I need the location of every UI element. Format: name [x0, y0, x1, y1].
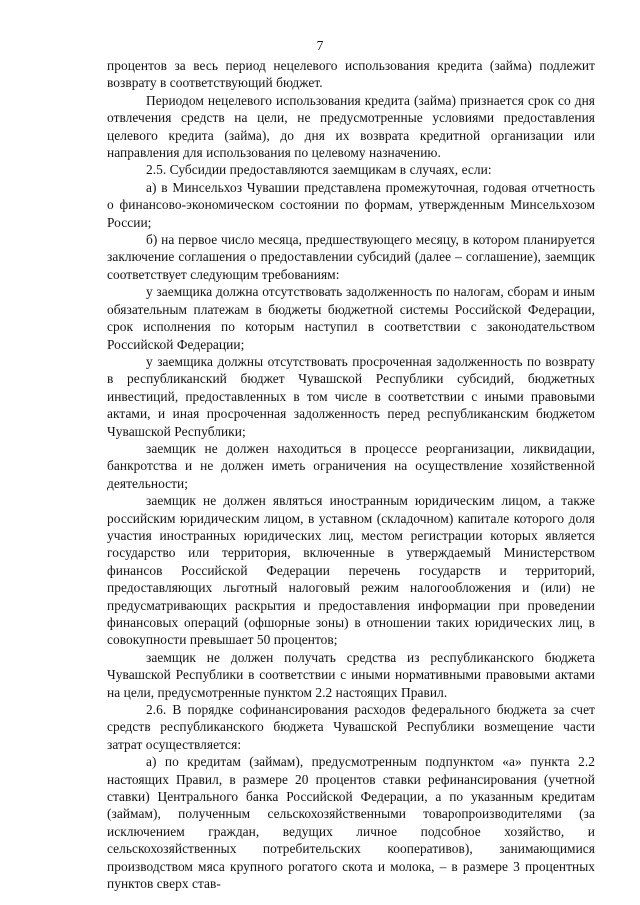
paragraph-foreign-entity: заемщик не должен являться иностранным юридическим лицом, а также российским юридическим лицом, в уставном (складочном) капитале которого доля участия иностранных юридических лиц, местом регистрации которых является государство или территория, включенные в утверждаемый Министерством финансов Российской Федерации перечень государств и территорий, предоставляющих льготный налоговый режим налогообложения и (или) не предусматривающих раскрытия и предоставления информации при проведении финансовых операций (офшорные зоны) в отношении таких юридических лиц, в совокупности превышает 50 процентов; [107, 493, 595, 648]
paragraph-2-6: 2.6. В порядке софинансирования расходов федерального бюджета за счет средств республиканского бюджета Чувашской Республики возмещение части затрат осуществляется: [107, 702, 595, 752]
paragraph-other-funds: заемщик не должен получать средства из республиканского бюджета Чувашской Республики в соответствии с иными нормативными правовыми актами на цели, предусмотренные пунктом 2.2 настоящих Правил. [107, 649, 595, 700]
paragraph-2-5: 2.5. Субсидии предоставляются заемщикам в случаях, если: [146, 162, 492, 178]
page-number: 7 [316, 38, 324, 53]
body-text [107, 57, 595, 893]
paragraph-2-5-a: а) в Минсельхоз Чувашии представлена промежуточная, годовая отчетность о финансово-экономическом состоянии по формам, утвержденным Минсельхозом России; [107, 179, 595, 230]
paragraph-2-5-b: б) на первое число месяца, предшествующего месяцу, в котором планируется заключение соглашения о предоставлении субсидий (далее – соглашение), заемщик соответствует следующим требованиям: [107, 232, 595, 282]
paragraph-overdue-debt: у заемщика должны отсутствовать просроченная задолженность по возврату в республиканский бюджет Чувашской Республики субсидий, бюджетных инвестиций, предоставленных в том числе в соответствии с иными правовыми актами, и иная просроченная задолженность перед республиканским бюджетом Чувашской Республики; [107, 353, 595, 439]
paragraph-tax-debt: у заемщика должна отсутствовать задолженность по налогам, сборам и иным обязательным платежам в бюджеты бюджетной системы Российской Федерации, срок исполнения по которым наступил в соответствии с законодательством Российской Федерации; [107, 284, 595, 352]
paragraph-2-6-a: а) по кредитам (займам), предусмотренным подпунктом «а» пункта 2.2 настоящих Правил, в размере 20 процентов ставки рефинансирования (учетной ставки) Центрального банка Российской Федерации, а по указанным кредитам (займам), полученным сельскохозяйственными товаропроизводителями (за исключением граждан, ведущих личное подсобное хозяйство, и сельскохозяйственных потребительских кооперативов), занимающимися производством мяса крупного рогатого скота и молока, – в размере 3 процентных пунктов сверх став- [107, 754, 595, 892]
paragraph-reorganization: заемщик не должен находиться в процессе реорганизации, ликвидации, банкротства и не должен иметь ограничения на осуществление хозяйственной деятельности; [107, 440, 595, 491]
paragraph-continuation: процентов за весь период нецелевого использования кредита (займа) подлежит возврату в соответствующий бюджет. [107, 58, 595, 91]
paragraph-misuse-period: Периодом нецелевого использования кредита (займа) признается срок со дня отвлечения средств на цели, не предусмотренные условиями предоставления целевого кредита (займа), до дня их возврата кредитной организации или направления для использования по целевому назначению. [107, 92, 595, 161]
